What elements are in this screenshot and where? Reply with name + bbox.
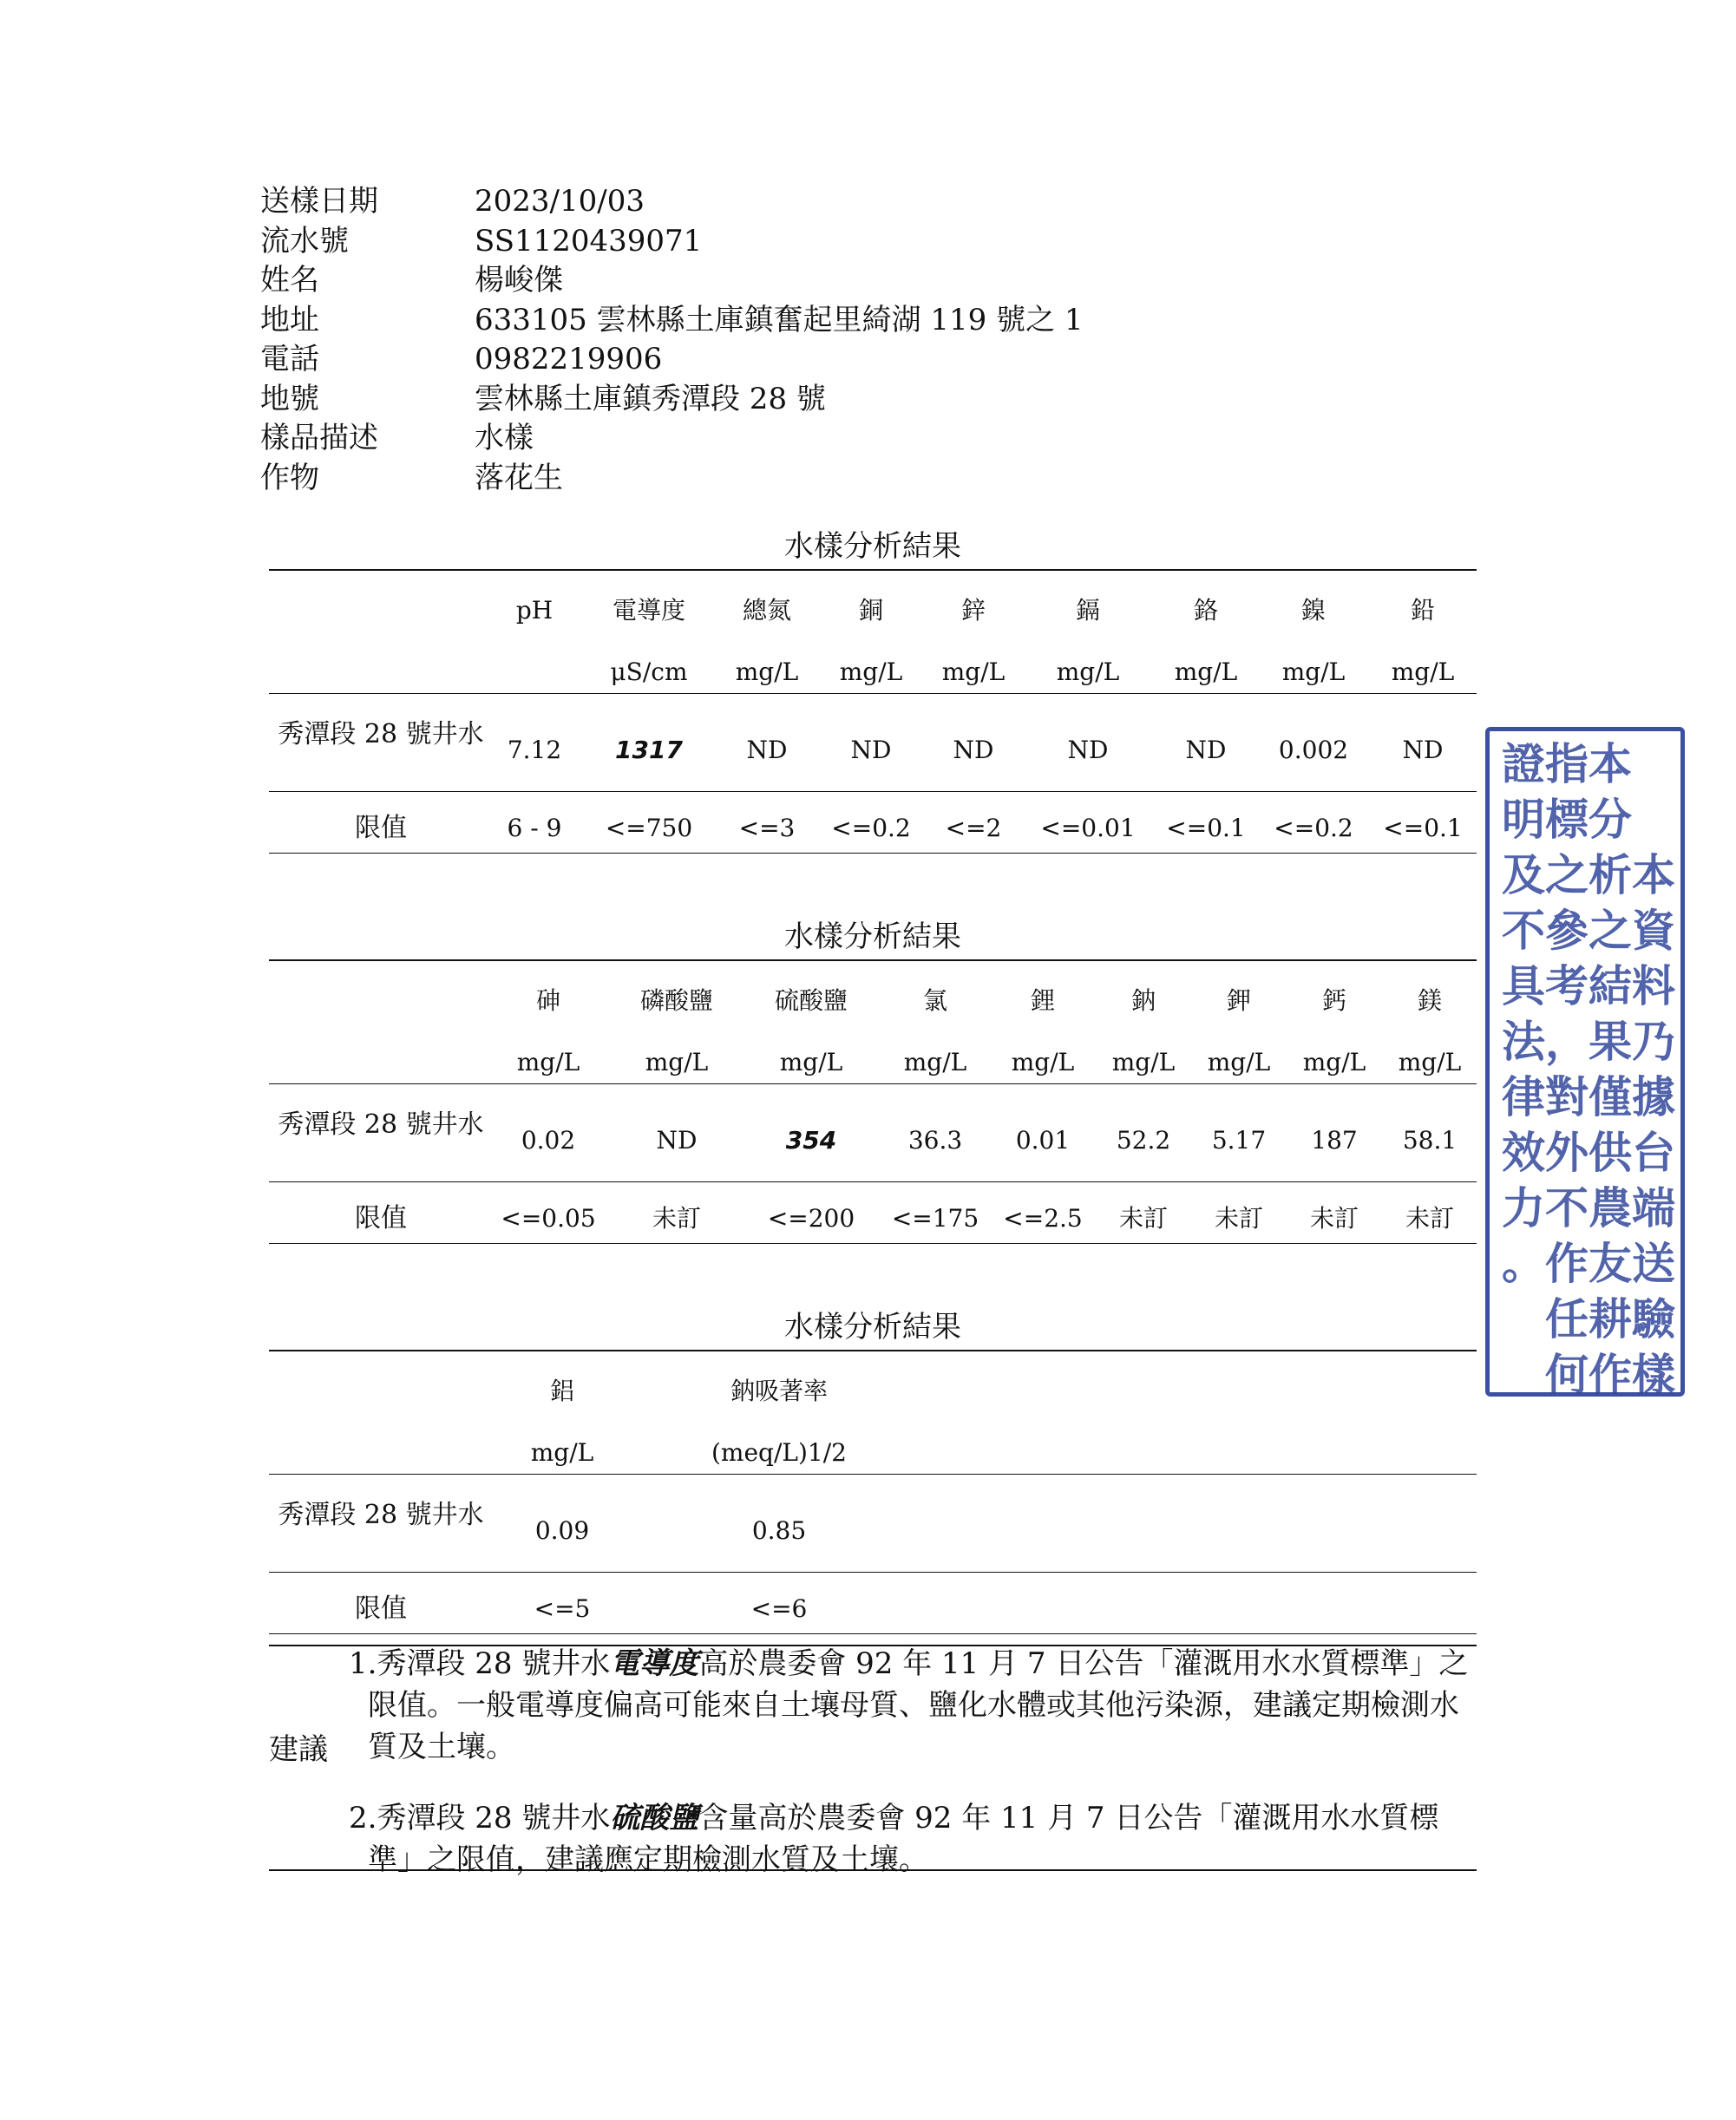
column-header: 鈉 xyxy=(1130,986,1156,1015)
limit-label: 限值 xyxy=(355,813,407,843)
info-label: 作物 xyxy=(260,460,319,495)
sample-value: ND xyxy=(850,736,892,764)
column-unit: mg/L xyxy=(1111,1048,1176,1076)
info-label: 姓名 xyxy=(260,263,319,298)
column-unit: mg/L xyxy=(516,1048,580,1076)
table-bottom-rule xyxy=(269,1243,1477,1244)
note-prefix: 2.秀潭段 28 號井水 xyxy=(349,1801,611,1835)
sample-bottom-rule xyxy=(269,791,1477,792)
limit-value: <=0.1 xyxy=(1166,814,1246,842)
sample-bottom-rule xyxy=(269,1572,1477,1573)
sample-value: 1317 xyxy=(615,736,683,764)
limit-label: 限值 xyxy=(355,1203,407,1233)
info-value: 0982219906 xyxy=(475,342,663,376)
stamp-column: 指 標 之 參 考 ， 對 外 不 作 任 何 xyxy=(1545,738,1589,1400)
limit-value: <=3 xyxy=(738,814,796,842)
header-bottom-rule xyxy=(269,1474,1477,1475)
info-row-crop xyxy=(260,459,1084,499)
advice-top-rule xyxy=(269,1645,1477,1646)
limit-value: <=0.2 xyxy=(831,814,911,842)
note-text: 高於農委會 92 年 11 月 7 日公告「灌溉用水水質標準」之限值。一般電導度偏高可能來自土壤母質、鹽化水體或其他污染源，建議定期檢測水質及土壤。 xyxy=(368,1646,1469,1764)
column-unit: mg/L xyxy=(1174,658,1238,686)
stamp-column: 證 明 及 不 具 法 律 效 力 。 xyxy=(1502,738,1545,1289)
header-bottom-rule xyxy=(269,1083,1477,1084)
column-header: 鉀 xyxy=(1226,986,1252,1015)
info-value: 水樣 xyxy=(475,421,534,455)
column-header: 銅 xyxy=(858,596,884,625)
column-header: 砷 xyxy=(535,986,561,1015)
info-value: 雲林縣土庫鎮秀潭段 28 號 xyxy=(475,381,826,416)
table-top-rule xyxy=(269,569,1477,571)
column-header: 鈉吸著率 xyxy=(730,1377,829,1405)
sample-label: 秀潭段 28 號井水 xyxy=(278,1109,484,1140)
limit-value: 未訂 xyxy=(1214,1204,1264,1233)
sample-value: ND xyxy=(1402,736,1444,764)
column-header: pH xyxy=(515,596,554,625)
limit-value: <=6 xyxy=(750,1594,808,1623)
sample-value: 0.85 xyxy=(751,1516,807,1545)
column-header: 磷酸鹽 xyxy=(639,986,714,1015)
info-label: 送樣日期 xyxy=(260,184,378,219)
limit-value: 未訂 xyxy=(652,1204,702,1233)
column-unit: mg/L xyxy=(1207,1048,1271,1076)
limit-value: <=200 xyxy=(767,1204,855,1233)
stamp-column: 本 資 料 乃 據 台 端 送 驗 樣 xyxy=(1632,849,1675,1400)
sample-value: ND xyxy=(1067,736,1109,764)
sample-info xyxy=(260,182,1084,498)
table-title: 水樣分析結果 xyxy=(784,919,961,954)
sample-value: ND xyxy=(656,1126,698,1155)
limit-label: 限值 xyxy=(355,1593,407,1624)
sample-label: 秀潭段 28 號井水 xyxy=(278,719,484,749)
info-row-phone xyxy=(260,340,1084,380)
limit-value: <=0.1 xyxy=(1383,814,1463,842)
column-unit: mg/L xyxy=(735,658,799,686)
column-header: 鉻 xyxy=(1193,596,1219,625)
limit-value: <=0.2 xyxy=(1274,814,1353,842)
info-row-serial xyxy=(260,222,1084,262)
column-header: 總氮 xyxy=(742,596,792,625)
info-value: 2023/10/03 xyxy=(475,184,645,219)
column-header: 鋰 xyxy=(1030,986,1056,1015)
column-unit: mg/L xyxy=(1281,658,1346,686)
sample-value: ND xyxy=(746,736,788,764)
advice-note-1 xyxy=(349,1643,1477,1768)
note-prefix: 1.秀潭段 28 號井水 xyxy=(349,1646,611,1681)
info-value: SS1120439071 xyxy=(475,223,703,258)
column-unit: μS/cm xyxy=(610,658,688,686)
column-unit: mg/L xyxy=(1302,1048,1366,1076)
sample-value: 58.1 xyxy=(1402,1126,1458,1155)
column-header: 硫酸鹽 xyxy=(774,986,848,1015)
sample-bottom-rule xyxy=(269,1181,1477,1182)
stamp-column: 本 分 析 之 結 果 僅 供 農 友 耕 作 xyxy=(1589,738,1632,1400)
limit-value: 6 - 9 xyxy=(507,814,562,842)
sample-value: 5.17 xyxy=(1211,1126,1267,1155)
limit-value: <=0.05 xyxy=(501,1204,596,1233)
limit-value: <=5 xyxy=(534,1594,591,1623)
info-row-land-number xyxy=(260,380,1084,420)
column-header: 鋅 xyxy=(960,596,986,625)
table-top-rule xyxy=(269,959,1477,961)
advice-bottom-rule xyxy=(269,1869,1477,1871)
limit-value: <=0.01 xyxy=(1040,814,1136,842)
info-label: 地號 xyxy=(260,381,319,416)
column-unit: (meq/L)1/2 xyxy=(711,1438,847,1467)
info-label: 樣品描述 xyxy=(260,421,378,455)
info-row-address xyxy=(260,301,1084,341)
note-highlight: 電導度 xyxy=(610,1646,699,1681)
advice-note-2 xyxy=(349,1797,1477,1881)
sample-value: ND xyxy=(1185,736,1227,764)
column-header: 鉛 xyxy=(1410,596,1436,625)
sample-value: 52.2 xyxy=(1116,1126,1171,1155)
advice-notes xyxy=(349,1643,1477,1881)
limit-value: <=175 xyxy=(891,1204,979,1233)
note-text: 含量高於農委會 92 年 11 月 7 日公告「灌溉用水水質標準」之限值，建議應定期檢測水質及土壤。 xyxy=(368,1801,1439,1877)
table-top-rule xyxy=(269,1350,1477,1351)
column-unit: mg/L xyxy=(645,1048,709,1076)
info-row-date xyxy=(260,182,1084,222)
info-row-sample-desc xyxy=(260,419,1084,459)
limit-value: <=2.5 xyxy=(1003,1204,1083,1233)
sample-value: 0.01 xyxy=(1015,1126,1071,1155)
column-header: 鎳 xyxy=(1300,596,1327,625)
info-label: 電話 xyxy=(260,342,319,376)
table-title: 水樣分析結果 xyxy=(784,529,961,564)
info-value: 633105 雲林縣土庫鎮奮起里綺湖 119 號之 1 xyxy=(475,302,1084,337)
column-header: 鎂 xyxy=(1417,986,1443,1015)
column-unit: mg/L xyxy=(903,1048,967,1076)
info-label: 流水號 xyxy=(260,223,349,258)
column-unit: mg/L xyxy=(1391,658,1455,686)
info-value: 楊峻傑 xyxy=(475,263,563,298)
table-title: 水樣分析結果 xyxy=(784,1310,961,1345)
advice-label: 建議 xyxy=(269,1732,328,1767)
column-unit: mg/L xyxy=(530,1438,594,1467)
info-row-name xyxy=(260,261,1084,301)
table-bottom-rule xyxy=(269,853,1477,854)
note-highlight: 硫酸鹽 xyxy=(610,1801,699,1835)
sample-label: 秀潭段 28 號井水 xyxy=(278,1500,484,1530)
column-unit: mg/L xyxy=(1398,1048,1462,1076)
limit-value: <=2 xyxy=(945,814,1002,842)
sample-value: ND xyxy=(953,736,994,764)
column-unit: mg/L xyxy=(1011,1048,1075,1076)
info-label: 地址 xyxy=(260,302,319,337)
column-header: 鎘 xyxy=(1075,596,1101,625)
column-unit: mg/L xyxy=(941,658,1006,686)
limit-value: 未訂 xyxy=(1309,1204,1359,1233)
limit-value: <=750 xyxy=(605,814,693,842)
sample-value: 0.02 xyxy=(521,1126,576,1155)
column-header: 鈣 xyxy=(1321,986,1347,1015)
sample-value: 36.3 xyxy=(907,1126,963,1155)
limit-value: 未訂 xyxy=(1118,1204,1169,1233)
limit-value: 未訂 xyxy=(1405,1204,1455,1233)
column-unit: mg/L xyxy=(1056,658,1120,686)
sample-value: 354 xyxy=(785,1126,837,1155)
column-unit: mg/L xyxy=(839,658,903,686)
column-header: 氯 xyxy=(922,986,948,1015)
sample-value: 7.12 xyxy=(507,736,562,764)
sample-value: 187 xyxy=(1311,1126,1358,1155)
table-bottom-rule xyxy=(269,1633,1477,1634)
info-value: 落花生 xyxy=(475,460,563,495)
header-bottom-rule xyxy=(269,693,1477,694)
column-header: 電導度 xyxy=(612,596,686,625)
sample-value: 0.002 xyxy=(1278,736,1349,764)
column-unit: mg/L xyxy=(779,1048,843,1076)
disclaimer-stamp xyxy=(1485,727,1685,1400)
sample-value: 0.09 xyxy=(534,1516,590,1545)
column-header: 鋁 xyxy=(549,1377,575,1405)
